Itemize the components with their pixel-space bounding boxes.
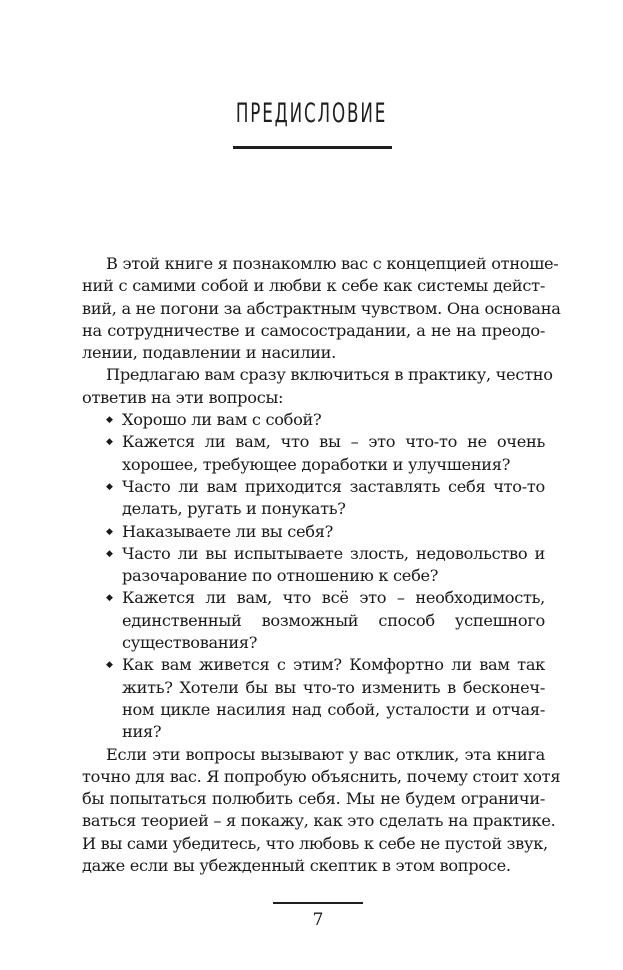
text-line: бы попытаться полюбить себя. Мы не будем ограничи- (82, 789, 545, 809)
list-item (82, 431, 545, 476)
list-item (82, 521, 545, 543)
text-line: даже если вы убежденный скептик в этом вопросе. (82, 856, 511, 876)
list-item (82, 409, 545, 431)
text-line: ◆ Кажется ли вам, что вы – это что-то не очень (122, 432, 545, 452)
list-item (82, 476, 545, 521)
text-line: единственный возможный способ успешного (122, 610, 545, 630)
text-line: разочарование по отношению к себе? (122, 566, 439, 586)
list-item (82, 587, 545, 654)
text-line: хорошее, требующее доработки и улучшения? (122, 454, 511, 474)
text-line: Если эти вопросы вызывают у вас отклик, эта книга (106, 744, 545, 764)
text-line: ния? (122, 722, 162, 742)
list-item (82, 543, 545, 588)
text-line: В этой книге я познакомлю вас с концепцией отноше- (106, 254, 559, 273)
text-line: жить? Хотели бы вы что-то изменить в бесконеч- (122, 677, 545, 697)
paragraph-conclusion (82, 744, 561, 878)
page-number: 7 (312, 910, 324, 930)
list-item (82, 654, 545, 743)
text-line: вий, а не погони за абстрактным чувством. Она основана (82, 298, 561, 318)
text-line: существования? (122, 633, 258, 653)
text-line: ◆ Кажется ли вам, что всё это – необходимость, (122, 588, 545, 608)
text-line: ◆ Наказываете ли вы себя? (122, 521, 334, 541)
text-line: ◆ Хорошо ли вам с собой? (122, 410, 322, 430)
text-line: ◆ Часто ли вам приходится заставлять себя что-то (122, 476, 545, 496)
page-title: ПРЕДИСЛОВИЕ (235, 98, 388, 130)
text-line: ний с самими собой и любви к себе как системы дейст- (82, 276, 545, 296)
text-line: ответив на эти вопросы: (82, 387, 284, 407)
text-line: ◆ Как вам живется с этим? Комфортно ли вам так (122, 655, 545, 675)
text-line: ваться теорией – я покажу, как это сделать на практике. (82, 811, 556, 831)
paragraph-intro (82, 253, 561, 364)
text-line: на сотрудничестве и самосострадании, а не на преодо- (82, 320, 545, 340)
text-line: ◆ Часто ли вы испытываете злость, недовольство и (122, 543, 545, 563)
text-line: лении, подавлении и насилии. (82, 343, 336, 363)
questions-list (82, 409, 545, 743)
text-line: Предлагаю вам сразу включиться в практику, честно (106, 365, 553, 385)
body-text (82, 253, 561, 877)
text-line: И вы сами убедитесь, что любовь к себе не пустой звук, (82, 833, 548, 853)
text-line: ном цикле насилия над собой, усталости и отчая- (122, 699, 545, 719)
paragraph-invite (82, 364, 553, 409)
footer-rule (273, 902, 363, 904)
text-line: точно для вас. Я попробую объяснить, почему стоит хотя (82, 766, 561, 786)
text-line: делать, ругать и понукать? (122, 499, 346, 519)
title-underline (233, 146, 392, 149)
